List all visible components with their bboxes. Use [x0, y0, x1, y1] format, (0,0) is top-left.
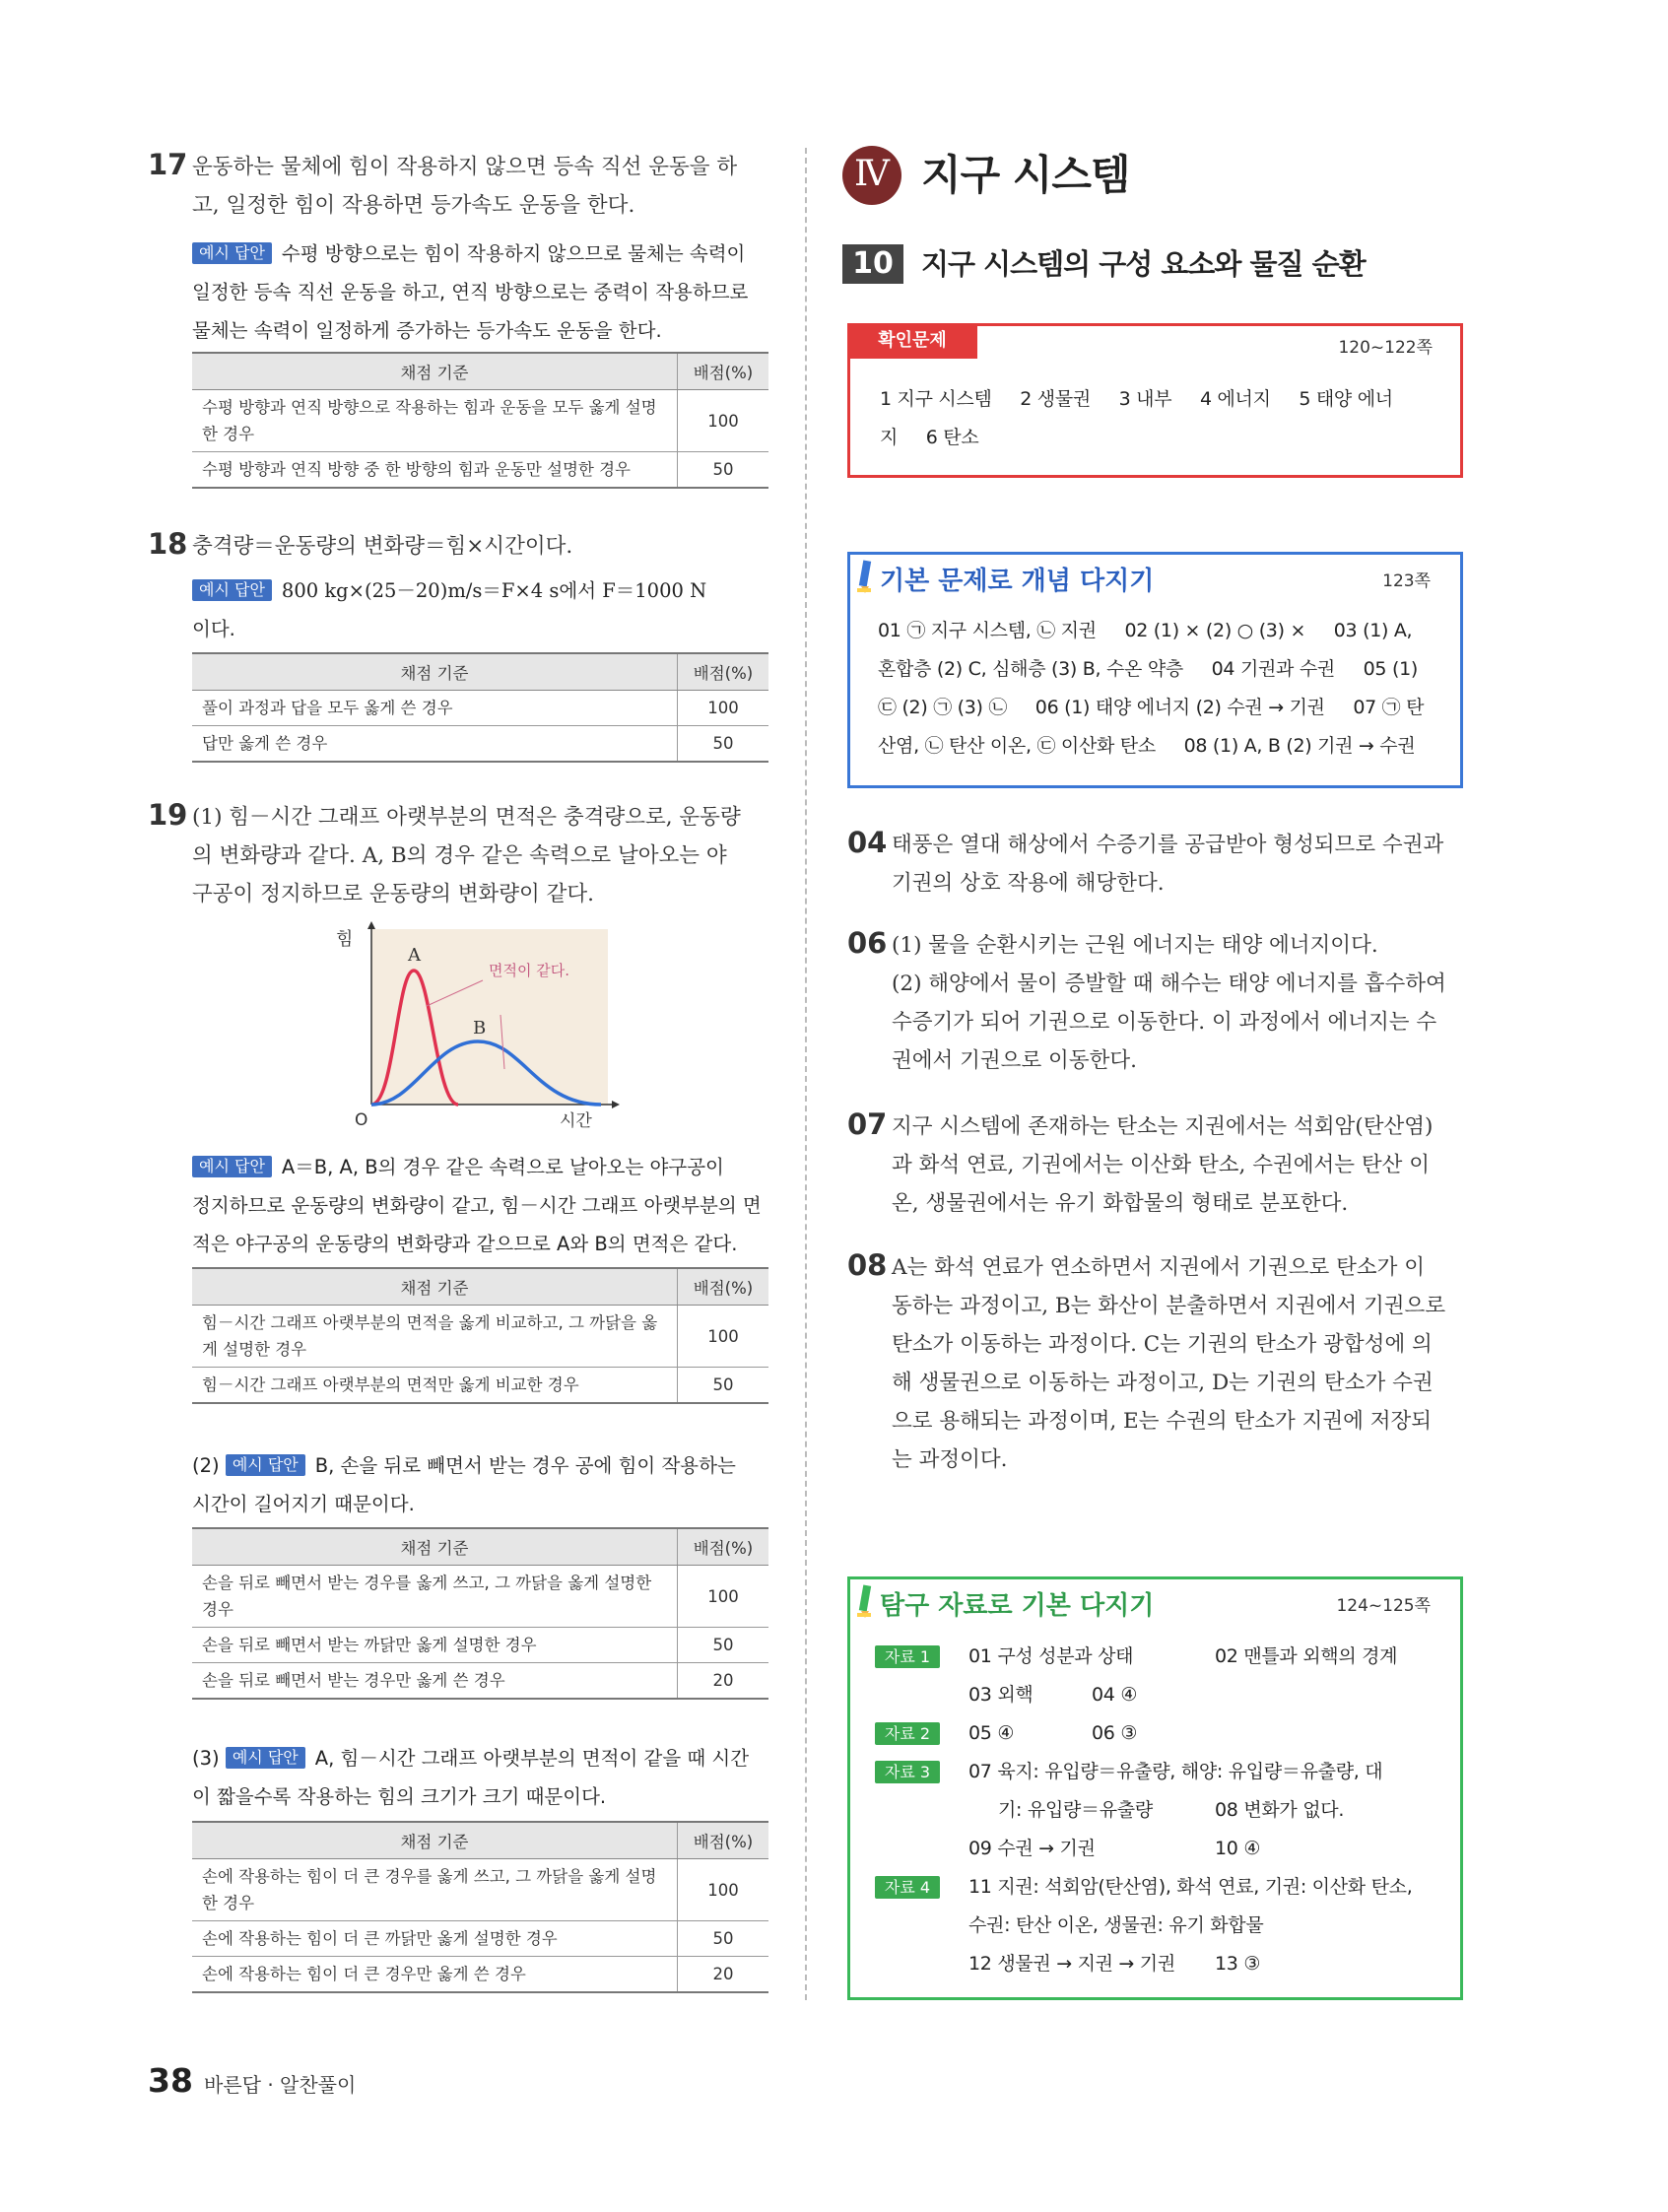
pencil-icon: [854, 559, 876, 594]
table-header-score: 배점(%): [678, 1268, 769, 1306]
q17-answer-text1: 수평 방향으로는 힘이 작용하지 않으므로 물체는 속력이: [281, 242, 746, 265]
y-axis-arrow: [367, 921, 375, 929]
score-cell: 100: [678, 1859, 769, 1921]
score-cell: 100: [678, 1306, 769, 1368]
area-equal-note: 면적이 같다.: [489, 962, 569, 979]
table-row: [192, 1628, 768, 1663]
table-header-criteria: 채점 기준: [192, 353, 678, 390]
column-divider: [805, 148, 807, 2000]
question-number-17: 17: [148, 148, 188, 181]
q19-3-scoring-table: [192, 1821, 768, 1993]
score-cell: 100: [678, 691, 769, 726]
question-number-07: 07: [847, 1107, 888, 1141]
check-problems-pages: 120~122쪽: [1338, 338, 1433, 358]
data3-item-07: 07 육지: 유입량＝유출량, 해양: 유입량＝유출량, 대: [968, 1761, 1383, 1782]
data-tag-2: 자료 2: [875, 1722, 940, 1745]
question-number-06: 06: [847, 926, 888, 960]
q18-answer-text1: 800 kg×(25－20)m/s＝F×4 s에서 F＝1000 N: [281, 579, 707, 602]
q19-answer-line3: 적은 야구공의 운동량의 변화량과 같으므로 A와 B의 면적은 같다.: [192, 1233, 738, 1255]
data3-item-07-cont: 기: 유입량＝유출량: [998, 1799, 1153, 1821]
basic-problems-line3: ㉢ (2) ㉠ (3) ㉡ 06 (1) 태양 에너지 (2) 수권 → 기권 07 ㉠ 탄: [878, 697, 1425, 718]
q19-answer-text1: A＝B, A, B의 경우 같은 속력으로 날아오는 야구공이: [281, 1156, 724, 1178]
table-header-criteria: 채점 기준: [192, 1528, 678, 1566]
data2-item-06: 06 ③: [1092, 1722, 1138, 1744]
chapter-title: 지구 시스템: [921, 151, 1130, 199]
page-number: 38: [148, 2061, 193, 2100]
score-cell: 20: [678, 1663, 769, 1700]
check-problems-line1: 1 지구 시스템 2 생물권 3 내부 4 에너지 5 태양 에너: [880, 388, 1393, 410]
data4-item-11-cont: 수권: 탄산 이온, 생물권: 유기 화합물: [968, 1914, 1264, 1936]
q18-answer-line1: [192, 571, 706, 610]
table-header-score: 배점(%): [678, 653, 769, 691]
force-time-graph-svg: [335, 921, 621, 1128]
basic-problems-pages: 123쪽: [1382, 571, 1431, 591]
score-cell: 50: [678, 726, 769, 763]
criteria-cell: 손에 작용하는 힘이 더 큰 경우만 옳게 쓴 경우: [192, 1957, 678, 1993]
criteria-cell: 답만 옳게 쓴 경우: [192, 726, 678, 763]
q19-2-scoring-table: [192, 1527, 768, 1700]
criteria-cell: 손에 작용하는 힘이 더 큰 까닭만 옳게 설명한 경우: [192, 1921, 678, 1957]
q17-answer-line2: 일정한 등속 직선 운동을 하고, 연직 방향으로는 중력이 작용하므로: [192, 281, 749, 303]
section-number: 10: [842, 244, 903, 284]
q06-line4: 권에서 기권으로 이동한다.: [892, 1048, 1137, 1073]
criteria-cell: 힘－시간 그래프 아랫부분의 면적만 옳게 비교한 경우: [192, 1368, 678, 1404]
q19-3-answer-line1: [192, 1739, 749, 1777]
q07-line2: 과 화석 연료, 기권에서는 이산화 탄소, 수권에서는 탄산 이: [892, 1153, 1431, 1177]
q06-line3: 수증기가 되어 기권으로 이동한다. 이 과정에서 에너지는 수: [892, 1010, 1437, 1035]
explore-data-pages: 124~125쪽: [1336, 1596, 1431, 1616]
q18-text-line1: 충격량＝운동량의 변화량＝힘×시간이다.: [192, 534, 573, 559]
basic-problems-box: [847, 552, 1463, 788]
q19-2-answer-text1: B, 손을 뒤로 빼면서 받는 경우 공에 힘이 작용하는: [314, 1454, 736, 1477]
check-problems-line2: 지 6 탄소: [880, 427, 979, 448]
criteria-cell: 풀이 과정과 답을 모두 옳게 쓴 경우: [192, 691, 678, 726]
data1-item-04: 04 ④: [1092, 1684, 1138, 1706]
data-tag-3: 자료 3: [875, 1761, 940, 1783]
pencil-icon: [854, 1583, 876, 1619]
q17-text-line2: 고, 일정한 힘이 작용하면 등가속도 운동을 한다.: [192, 193, 635, 218]
score-cell: 20: [678, 1957, 769, 1993]
data-tag-1: 자료 1: [875, 1645, 940, 1668]
criteria-cell: 손에 작용하는 힘이 더 큰 경우를 옳게 쓰고, 그 까닭을 옳게 설명한 경우: [192, 1859, 678, 1921]
data1-item-01: 01 구성 성분과 상태: [968, 1645, 1134, 1667]
criteria-cell: 힘－시간 그래프 아랫부분의 면적을 옳게 비교하고, 그 까닭을 옳게 설명한 경우: [192, 1306, 678, 1368]
q17-text-line1: 운동하는 물체에 힘이 작용하지 않으면 등속 직선 운동을 하: [192, 155, 738, 179]
part-3-label: (3): [192, 1747, 220, 1770]
basic-problems-line1: 01 ㉠ 지구 시스템, ㉡ 지권 02 (1) × (2) ○ (3) × 03 (1) A,: [878, 620, 1413, 641]
criteria-cell: 수평 방향과 연직 방향 중 한 방향의 힘과 운동만 설명한 경우: [192, 452, 678, 489]
question-number-04: 04: [847, 826, 888, 859]
basic-problems-line2: 혼합층 (2) C, 심해층 (3) B, 수온 약층 04 기권과 수권 05 (1): [878, 658, 1418, 680]
q08-line6: 는 과정이다.: [892, 1447, 1008, 1472]
data4-item-13: 13 ③: [1215, 1953, 1261, 1975]
example-answer-tag: 예시 답안: [226, 1747, 305, 1769]
score-cell: 50: [678, 1368, 769, 1404]
part-2-label: (2): [192, 1454, 220, 1477]
table-row: [192, 390, 768, 452]
data-tag-4: 자료 4: [875, 1876, 940, 1899]
q18-answer-line2: 이다.: [192, 618, 235, 640]
table-row: [192, 1368, 768, 1404]
table-header-score: 배점(%): [678, 1822, 769, 1859]
q19-1-scoring-table: [192, 1267, 768, 1404]
table-header-score: 배점(%): [678, 1528, 769, 1566]
table-row: [192, 1566, 768, 1628]
table-row: [192, 1663, 768, 1700]
score-cell: 50: [678, 1628, 769, 1663]
check-problems-header: 확인문제: [847, 323, 977, 359]
criteria-cell: 손을 뒤로 빼면서 받는 경우를 옳게 쓰고, 그 까닭을 옳게 설명한 경우: [192, 1566, 678, 1628]
data1-item-02: 02 맨틀과 외핵의 경계: [1215, 1645, 1398, 1667]
graph-origin-label: O: [355, 1110, 368, 1128]
data4-item-11: 11 지권: 석회암(탄산염), 화석 연료, 기권: 이산화 탄소,: [968, 1876, 1413, 1898]
table-header-criteria: 채점 기준: [192, 1268, 678, 1306]
table-header-criteria: 채점 기준: [192, 1822, 678, 1859]
q07-line3: 온, 생물권에서는 유기 화합물의 형태로 분포한다.: [892, 1191, 1349, 1216]
q17-answer-line3: 물체는 속력이 일정하게 증가하는 등가속도 운동을 한다.: [192, 319, 662, 342]
graph-x-label: 시간: [560, 1111, 592, 1128]
example-answer-tag: 예시 답안: [192, 1156, 272, 1177]
basic-problems-line4: 산염, ㉡ 탄산 이온, ㉢ 이산화 탄소 08 (1) A, B (2) 기권 → 수권: [878, 735, 1416, 757]
check-problems-box: [847, 323, 1463, 478]
q19-2-answer-line1: [192, 1446, 736, 1485]
q19-text-line3: 구공이 정지하므로 운동량의 변화량이 같다.: [192, 882, 595, 906]
q06-line1: (1) 물을 순환시키는 근원 에너지는 태양 에너지이다.: [892, 933, 1378, 958]
table-row: [192, 691, 768, 726]
q08-line5: 으로 용해되는 과정이며, E는 수권의 탄소가 지권에 저장되: [892, 1409, 1433, 1434]
section-title: 지구 시스템의 구성 요소와 물질 순환: [921, 247, 1366, 281]
criteria-cell: 손을 뒤로 빼면서 받는 경우만 옳게 쓴 경우: [192, 1663, 678, 1700]
x-axis-arrow: [612, 1101, 620, 1108]
curve-a-label: A: [408, 945, 421, 966]
q18-scoring-table: [192, 652, 768, 763]
q19-text-line2: 의 변화량과 같다. A, B의 경우 같은 속력으로 날아오는 야: [192, 843, 727, 868]
criteria-cell: 손을 뒤로 빼면서 받는 까닭만 옳게 설명한 경우: [192, 1628, 678, 1663]
q17-scoring-table: [192, 352, 768, 489]
q06-line2: (2) 해양에서 물이 증발할 때 해수는 태양 에너지를 흡수하여: [892, 972, 1446, 996]
explore-data-title: 탐구 자료로 기본 다지기: [880, 1591, 1155, 1621]
q19-3-answer-text1: A, 힘－시간 그래프 아랫부분의 면적이 같을 때 시간: [314, 1747, 750, 1770]
graph-background: [371, 929, 608, 1105]
table-row: [192, 452, 768, 489]
data1-item-03: 03 외핵: [968, 1684, 1034, 1706]
q19-answer-line1: [192, 1148, 724, 1186]
example-answer-tag: 예시 답안: [192, 579, 272, 601]
question-number-18: 18: [148, 527, 188, 561]
data3-item-09: 09 수권 → 기권: [968, 1838, 1096, 1859]
q04-line2: 기권의 상호 작용에 해당한다.: [892, 871, 1165, 896]
q08-line4: 해 생물권으로 이동하는 과정이고, D는 기권의 탄소가 수권: [892, 1371, 1434, 1395]
q08-line2: 동하는 과정이고, B는 화산이 분출하면서 지권에서 기권으로: [892, 1294, 1446, 1318]
score-cell: 50: [678, 452, 769, 489]
curve-b-label: B: [473, 1018, 487, 1039]
score-cell: 50: [678, 1921, 769, 1957]
table-row: [192, 1921, 768, 1957]
table-row: [192, 1306, 768, 1368]
data4-item-12: 12 생물권 → 지권 → 기권: [968, 1953, 1175, 1975]
score-cell: 100: [678, 390, 769, 452]
chapter-badge: Ⅳ: [842, 146, 901, 205]
q08-line1: A는 화석 연료가 연소하면서 지권에서 기권으로 탄소가 이: [892, 1255, 1426, 1280]
explore-data-box: [847, 1576, 1463, 2000]
table-header-criteria: 채점 기준: [192, 653, 678, 691]
data3-item-10: 10 ④: [1215, 1838, 1261, 1859]
q19-answer-line2: 정지하므로 운동량의 변화량이 같고, 힘－시간 그래프 아랫부분의 면: [192, 1194, 762, 1217]
table-row: [192, 726, 768, 763]
q08-line3: 탄소가 이동하는 과정이다. C는 기권의 탄소가 광합성에 의: [892, 1332, 1433, 1357]
force-time-graph: [335, 921, 621, 1128]
score-cell: 100: [678, 1566, 769, 1628]
q19-2-answer-line2: 시간이 길어지기 때문이다.: [192, 1493, 415, 1515]
q04-line1: 태풍은 열대 해상에서 수증기를 공급받아 형성되므로 수권과: [892, 833, 1444, 857]
basic-problems-title: 기본 문제로 개념 다지기: [880, 567, 1155, 596]
q17-answer-line1: [192, 235, 745, 273]
question-number-19: 19: [148, 798, 188, 832]
criteria-cell: 수평 방향과 연직 방향으로 작용하는 힘과 운동을 모두 옳게 설명한 경우: [192, 390, 678, 452]
table-header-score: 배점(%): [678, 353, 769, 390]
data2-item-05: 05 ④: [968, 1722, 1015, 1744]
table-row: [192, 1957, 768, 1993]
question-number-08: 08: [847, 1248, 888, 1282]
q19-text-line1: (1) 힘－시간 그래프 아랫부분의 면적은 충격량으로, 운동량: [192, 805, 741, 830]
data3-item-08: 08 변화가 없다.: [1215, 1799, 1345, 1821]
footer-title: 바른답 · 알찬풀이: [204, 2073, 357, 2097]
table-row: [192, 1859, 768, 1921]
graph-y-label: 힘: [336, 929, 354, 950]
q07-line1: 지구 시스템에 존재하는 탄소는 지권에서는 석회암(탄산염): [892, 1114, 1434, 1139]
q19-3-answer-line2: 이 짧을수록 작용하는 힘의 크기가 크기 때문이다.: [192, 1785, 607, 1808]
example-answer-tag: 예시 답안: [192, 242, 272, 264]
example-answer-tag: 예시 답안: [226, 1454, 305, 1476]
